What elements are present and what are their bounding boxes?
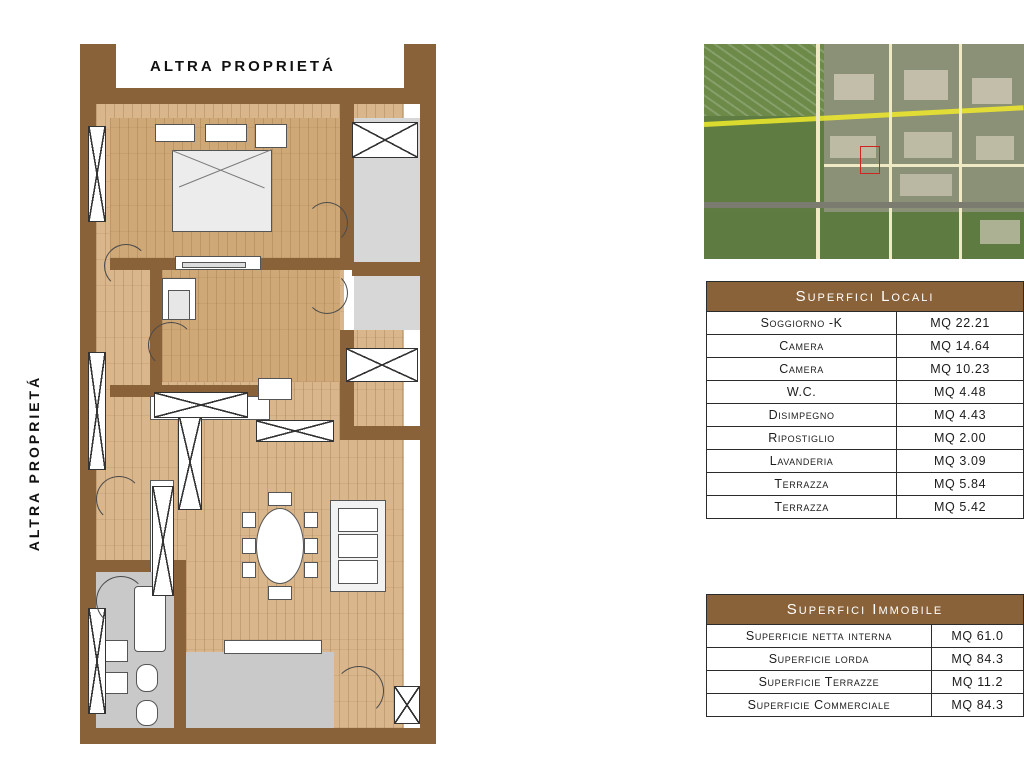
chair-e xyxy=(304,538,318,554)
row-label: Camera xyxy=(707,358,897,381)
row-value: MQ 3.09 xyxy=(897,450,1024,473)
table-row xyxy=(707,312,1024,335)
wardrobe-detail xyxy=(182,262,246,268)
table-title-locali: Superfici Locali xyxy=(707,282,1024,312)
row-value: MQ 61.0 xyxy=(931,625,1023,648)
row-value: MQ 4.48 xyxy=(897,381,1024,404)
row-label: Terrazza xyxy=(707,496,897,519)
toilet xyxy=(136,664,158,692)
sofa-cushion-3 xyxy=(338,560,378,584)
row-value: MQ 22.21 xyxy=(897,312,1024,335)
sofa-cushion-1 xyxy=(338,508,378,532)
table-row xyxy=(707,335,1024,358)
table-row xyxy=(707,450,1024,473)
table-superfici-locali xyxy=(706,281,1024,519)
terrace-divider xyxy=(352,262,420,276)
terrace-bottom xyxy=(186,652,334,728)
window-left-2 xyxy=(88,352,106,470)
row-label: Superficie Terrazze xyxy=(707,671,932,694)
door-arc-7 xyxy=(334,666,384,716)
table-row xyxy=(707,404,1024,427)
plan-label-left: ALTRA PROPRIETÁ xyxy=(26,374,42,552)
table-row xyxy=(707,694,1024,717)
map-road-v1 xyxy=(816,44,820,259)
wall-bottom xyxy=(80,728,436,744)
map-block-5 xyxy=(904,132,952,158)
table-row xyxy=(707,671,1024,694)
dining-table xyxy=(256,508,304,584)
table-header-row xyxy=(707,595,1024,625)
row-label: Disimpegno xyxy=(707,404,897,427)
row-value: MQ 4.43 xyxy=(897,404,1024,427)
wall-corner-tr xyxy=(404,44,436,104)
chair-h xyxy=(268,586,292,600)
map-green-south xyxy=(704,212,1024,259)
appliance-1 xyxy=(258,378,292,400)
row-label: Ripostiglio xyxy=(707,427,897,450)
wall-interior-9 xyxy=(174,560,186,728)
map-location-marker xyxy=(860,146,880,174)
map-block-7 xyxy=(900,174,952,196)
window-interior-3 xyxy=(154,392,248,418)
bed-1 xyxy=(172,150,272,232)
nightstand-2 xyxy=(205,124,247,142)
table-row xyxy=(707,381,1024,404)
table-row xyxy=(707,496,1024,519)
table-row xyxy=(707,358,1024,381)
row-label: Camera xyxy=(707,335,897,358)
bidet xyxy=(136,700,158,726)
table-superfici-immobile xyxy=(706,594,1024,717)
map-block-1 xyxy=(834,74,874,100)
window-right-1 xyxy=(352,122,418,158)
window-right-3 xyxy=(394,686,420,724)
window-right-2 xyxy=(346,348,418,382)
sofa-cushion-2 xyxy=(338,534,378,558)
map-road-h1 xyxy=(824,164,1024,167)
row-value: MQ 5.42 xyxy=(897,496,1024,519)
window-left-1 xyxy=(88,126,106,222)
aerial-map[interactable] xyxy=(704,44,1024,259)
row-value: MQ 84.3 xyxy=(931,694,1023,717)
row-label: Superficie netta interna xyxy=(707,625,932,648)
row-label: Terrazza xyxy=(707,473,897,496)
row-label: W.C. xyxy=(707,381,897,404)
nightstand-3 xyxy=(255,124,287,148)
row-value: MQ 2.00 xyxy=(897,427,1024,450)
map-block-2 xyxy=(904,70,948,100)
row-value: MQ 84.3 xyxy=(931,648,1023,671)
row-value: MQ 5.84 xyxy=(897,473,1024,496)
window-left-3 xyxy=(88,608,106,714)
wall-right xyxy=(420,44,436,744)
row-value: MQ 10.23 xyxy=(897,358,1024,381)
table-row xyxy=(707,473,1024,496)
chair-a xyxy=(242,512,256,528)
row-label: Soggiorno -K xyxy=(707,312,897,335)
map-block-6 xyxy=(976,136,1014,160)
door-arc-2 xyxy=(306,272,348,314)
table-row xyxy=(707,648,1024,671)
door-arc-4 xyxy=(148,322,194,368)
chair-c xyxy=(242,562,256,578)
wall-top xyxy=(96,88,436,104)
window-interior-2 xyxy=(178,414,202,510)
table-row xyxy=(707,625,1024,648)
table-row xyxy=(707,427,1024,450)
window-interior-1 xyxy=(152,486,174,596)
map-road-v2 xyxy=(889,44,892,259)
map-road-v3 xyxy=(959,44,962,259)
map-block-3 xyxy=(972,78,1012,104)
chair-f xyxy=(304,562,318,578)
table-header-row xyxy=(707,282,1024,312)
row-label: Superficie lorda xyxy=(707,648,932,671)
map-railway xyxy=(704,202,1024,208)
map-orchard xyxy=(704,44,824,116)
window-interior-4 xyxy=(256,420,334,442)
door-arc-1 xyxy=(306,202,348,244)
chair-b xyxy=(242,538,256,554)
door-arc-3 xyxy=(104,244,148,288)
row-value: MQ 11.2 xyxy=(931,671,1023,694)
nightstand-1 xyxy=(155,124,195,142)
chair-d xyxy=(304,512,318,528)
door-arc-6 xyxy=(96,576,146,626)
row-label: Lavanderia xyxy=(707,450,897,473)
wall-interior-6 xyxy=(340,426,420,440)
table-title-immobile: Superfici Immobile xyxy=(707,595,1024,625)
chair-1 xyxy=(168,290,190,320)
plan-label-top: ALTRA PROPRIETÁ xyxy=(150,58,336,75)
chair-g xyxy=(268,492,292,506)
row-value: MQ 14.64 xyxy=(897,335,1024,358)
row-label: Superficie Commerciale xyxy=(707,694,932,717)
map-block-8 xyxy=(980,220,1020,244)
door-arc-5 xyxy=(96,476,142,522)
terrace-rail xyxy=(224,640,322,654)
